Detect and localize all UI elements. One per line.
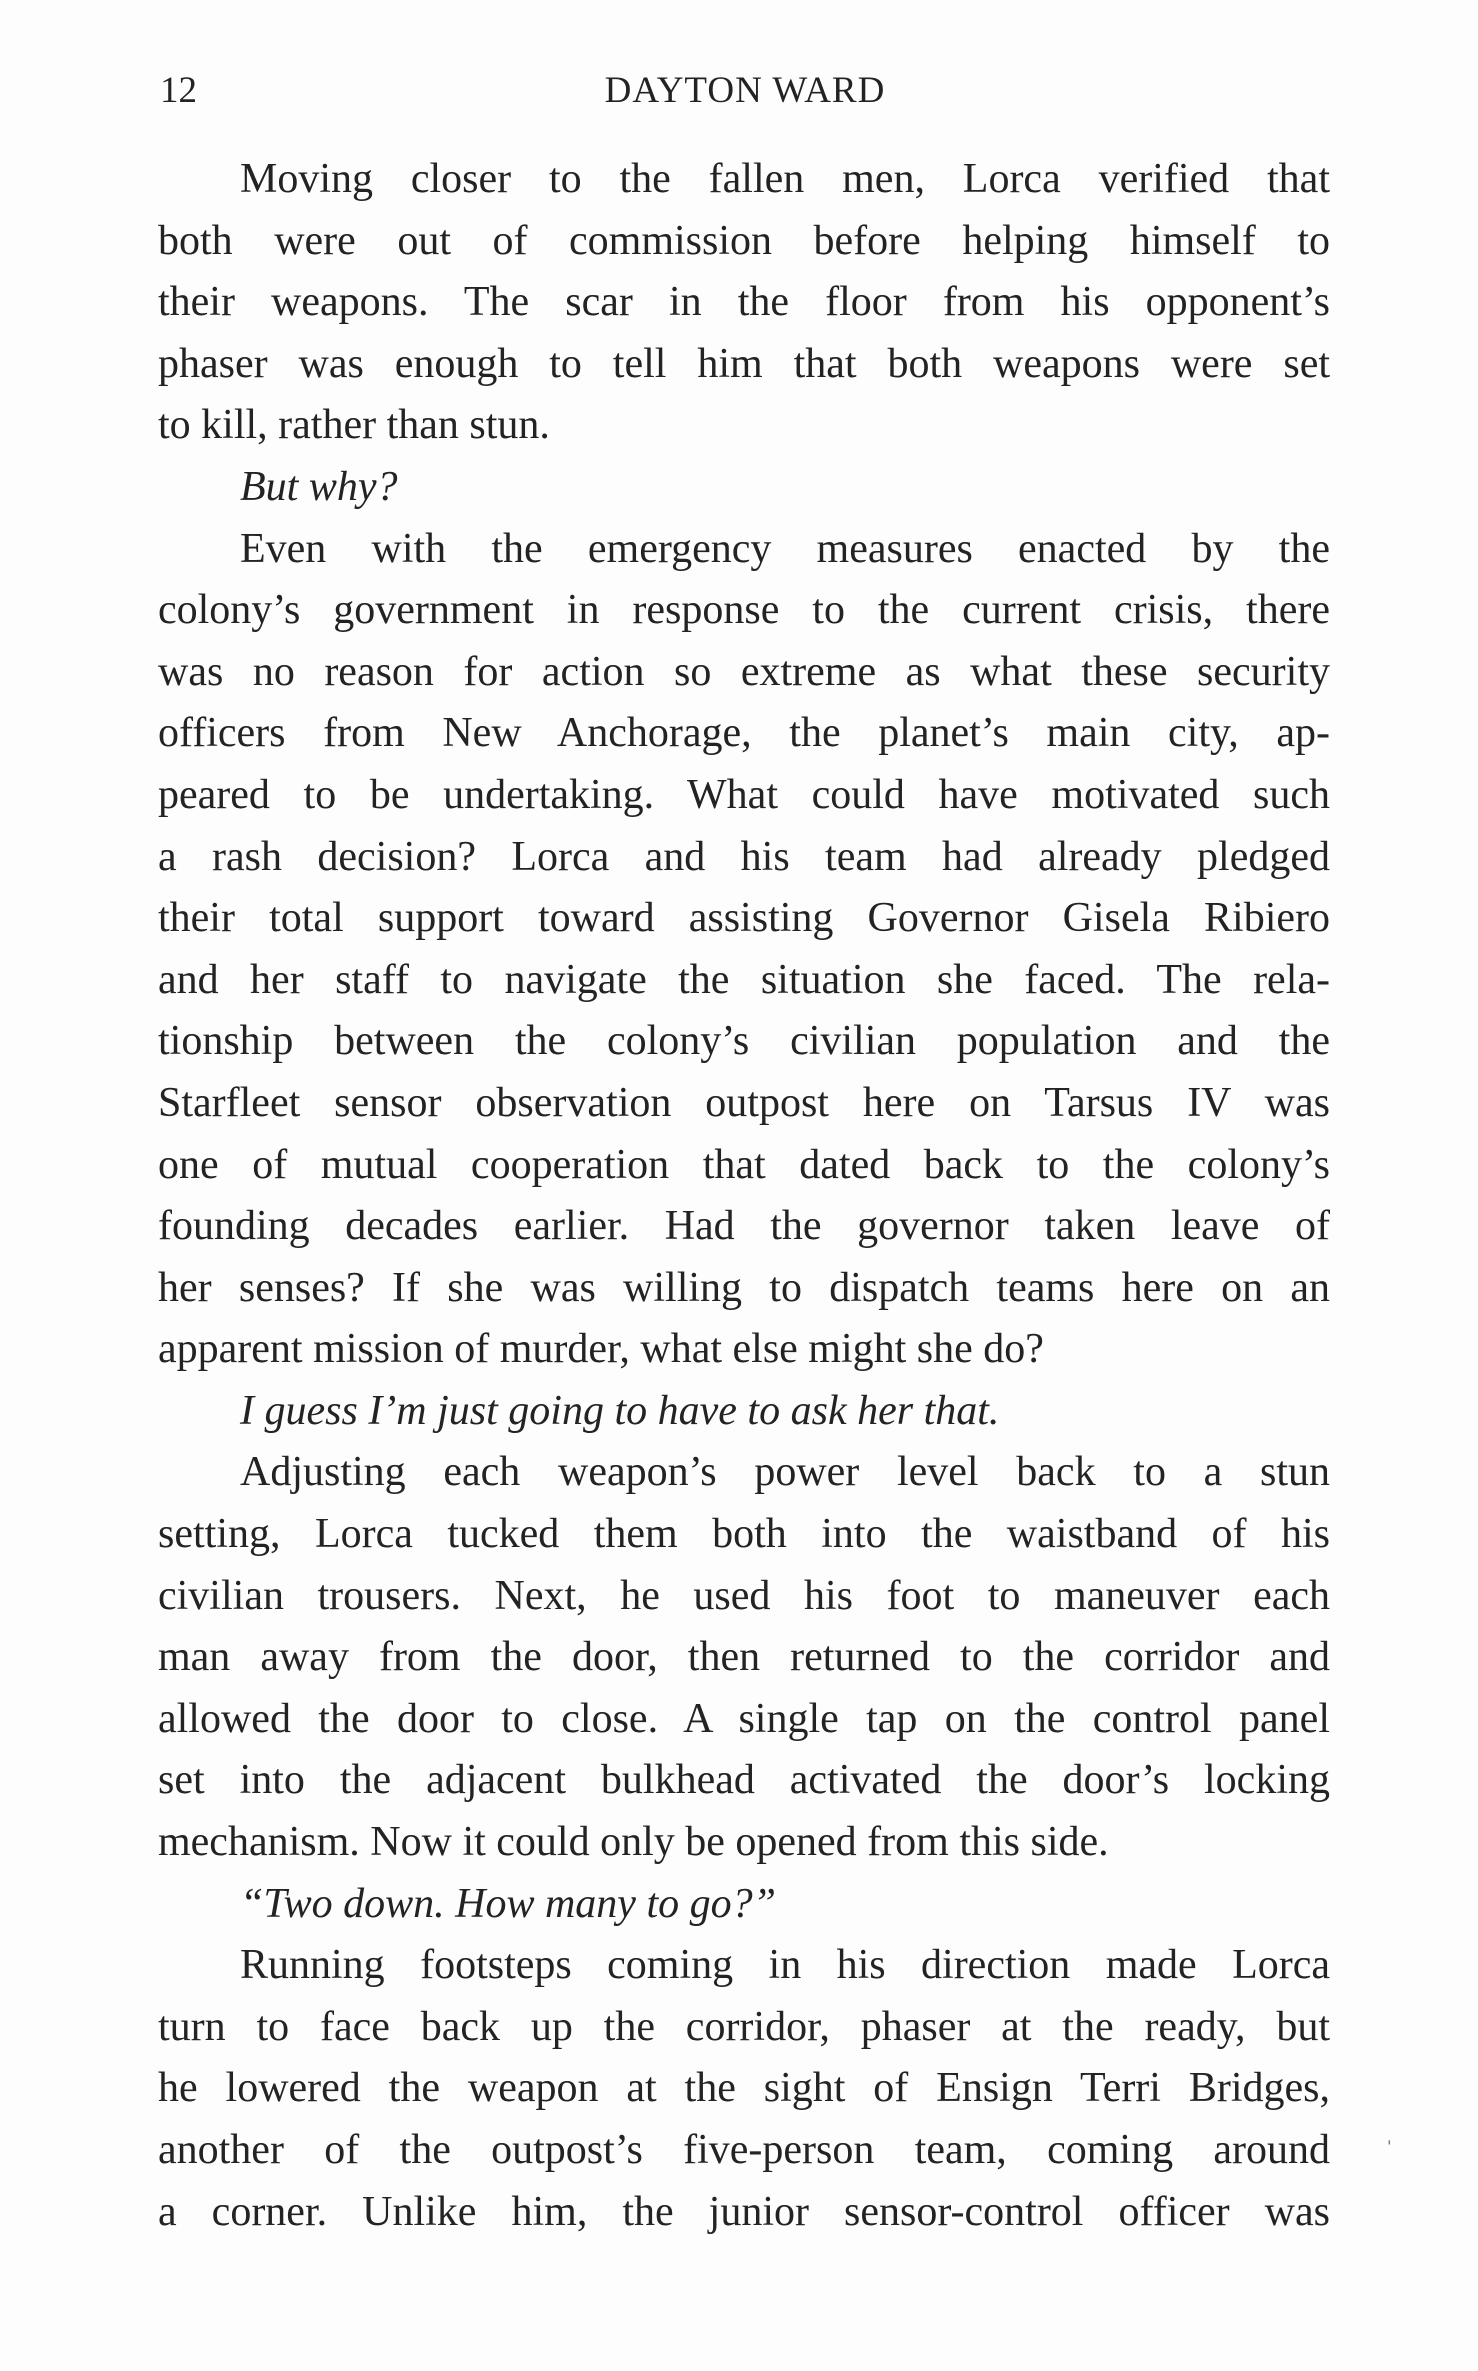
text-line: But why? <box>240 463 398 510</box>
text-line: a corner. Unlike him, the junior sensor-control officer was <box>158 2188 1330 2235</box>
text-line: tionship between the colony’s civilian population and the <box>158 1018 1330 1065</box>
text-line: civilian trousers. Next, he used his foot to maneuver each <box>158 1572 1330 1619</box>
text-line: their weapons. The scar in the floor from his opponent’s <box>158 279 1330 326</box>
text-line: turn to face back up the corridor, phaser at the ready, but <box>158 2003 1330 2050</box>
text-line: I guess I’m just going to have to ask her that. <box>240 1387 1000 1434</box>
text-line: officers from New Anchorage, the planet’s main city, ap- <box>158 710 1330 757</box>
text-line: one of mutual cooperation that dated back to the colony’s <box>158 1141 1330 1188</box>
text-line: “Two down. How many to go?” <box>240 1880 776 1927</box>
text-line: set into the adjacent bulkhead activated the door’s locking <box>158 1757 1330 1804</box>
stray-mark: ˈ <box>1385 2136 1394 2165</box>
text-line: mechanism. Now it could only be opened from this side. <box>158 1819 1109 1866</box>
page-header <box>160 66 1330 116</box>
running-head: DAYTON WARD <box>604 70 886 111</box>
text-line: Running footsteps coming in his direction made Lorca <box>240 1942 1330 1989</box>
text-line: man away from the door, then returned to the corridor and <box>158 1634 1330 1681</box>
text-line: Starfleet sensor observation outpost here on Tarsus IV was <box>158 1079 1330 1126</box>
text-line: allowed the door to close. A single tap on the control panel <box>158 1695 1330 1742</box>
text-line: both were out of commission before helping himself to <box>158 217 1330 264</box>
body-text <box>158 149 1330 2243</box>
text-line: founding decades earlier. Had the governor taken leave of <box>158 1203 1330 1250</box>
text-line: Adjusting each weapon’s power level back to a stun <box>240 1449 1330 1496</box>
text-line: to kill, rather than stun. <box>158 402 550 449</box>
text-line: apparent mission of murder, what else might she do? <box>158 1326 1044 1373</box>
text-line: setting, Lorca tucked them both into the waistband of his <box>158 1511 1330 1558</box>
text-line: Even with the emergency measures enacted by the <box>240 525 1330 572</box>
text-line: and her staff to navigate the situation she faced. The rela- <box>158 956 1330 1003</box>
text-line: another of the outpost’s five-person team, coming around <box>158 2127 1330 2173</box>
text-line: their total support toward assisting Governor Gisela Ribiero <box>158 895 1330 942</box>
page-number: 12 <box>160 70 197 111</box>
text-line: he lowered the weapon at the sight of Ensign Terri Bridges, <box>158 2065 1330 2112</box>
text-line: her senses? If she was willing to dispatch teams here on an <box>158 1264 1330 1311</box>
text-line: was no reason for action so extreme as what these security <box>158 648 1330 695</box>
text-line: a rash decision? Lorca and his team had already pledged <box>158 833 1330 880</box>
text-line: phaser was enough to tell him that both weapons were set <box>158 340 1330 387</box>
text-line: Moving closer to the fallen men, Lorca verified that <box>240 156 1330 202</box>
text-line: peared to be undertaking. What could have motivated such <box>158 771 1330 818</box>
text-line: colony’s government in response to the current crisis, there <box>158 587 1330 634</box>
